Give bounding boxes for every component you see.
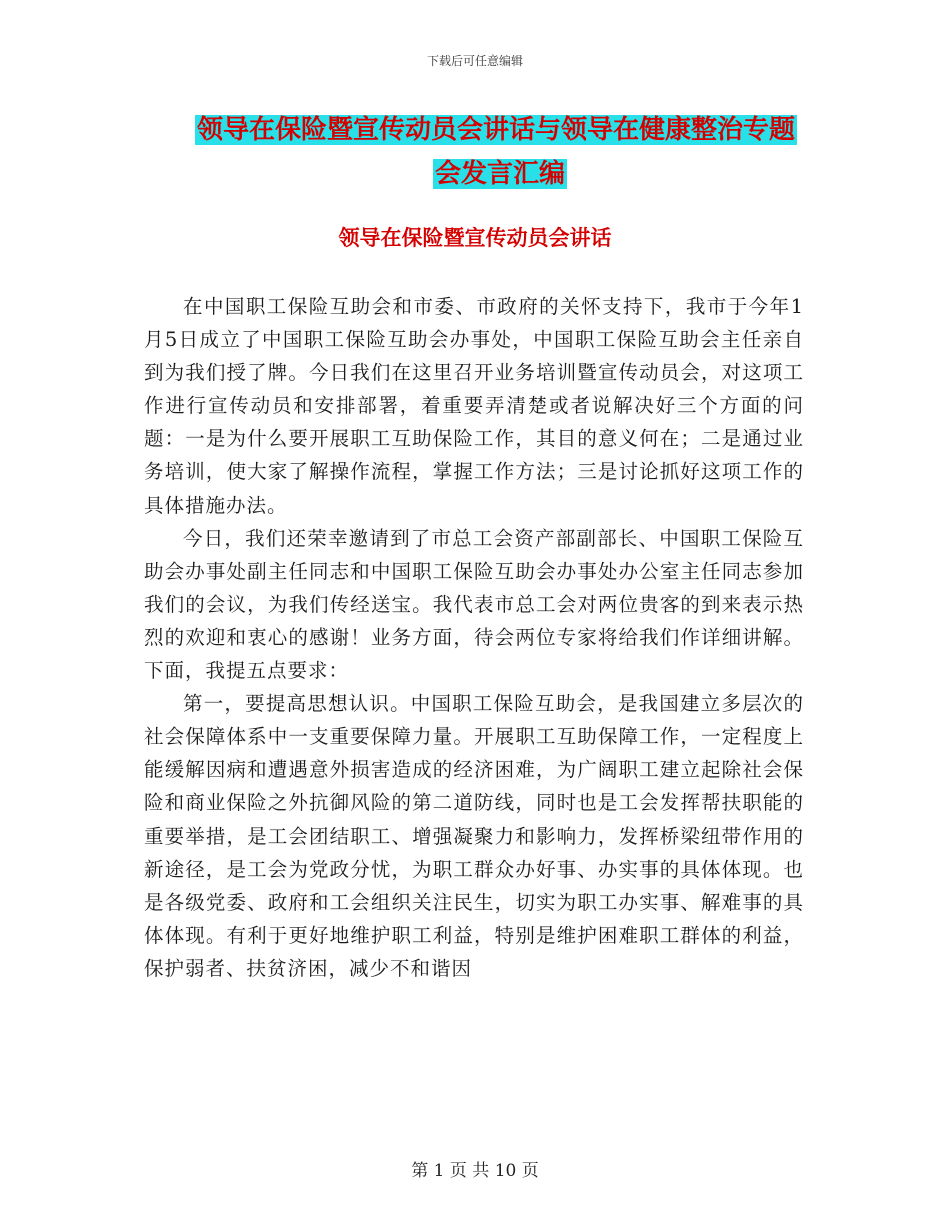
title-line2-text: 会发言汇编: [434, 159, 565, 189]
paragraph-2: 今日，我们还荣幸邀请到了市总工会资产部副部长、中国职工保险互助会办事处副主任同志和中国职工保险互助会办事处办公室主任同志参加我们的会议，为我们传经送宝。我代表市总工会对两位贵客的到来表示热烈的欢迎和衷心的感谢！业务方面，待会两位专家将给我们作详细讲解。下面，我提五点要求：: [144, 526, 804, 683]
page-footer: 第 1 页 共 10 页: [411, 1161, 539, 1181]
title-line1-text: 领导在保险暨宣传动员会讲话与领导在健康整治专题: [197, 115, 796, 145]
document-title: [195, 108, 805, 196]
paragraph-3: 第一，要提高思想认识。中国职工保险互助会，是我国建立多层次的社会保障体系中一支重要保障力量。开展职工互助保障工作，一定程度上能缓解因病和遭遇意外损害造成的经济困难，为广阔职工建立起除社会保险和商业保险之外抗御风险的第二道防线，同时也是工会发挥帮扶职能的重要举措，是工会团结职工、增强凝聚力和影响力，发挥桥梁纽带作用的新途径，是工会为党政分忧，为职工群众办好事、办实事的具体体现。也是各级党委、政府和工会组织关注民生，切实为职工办实事、解难事的具体体现。有利于更好地维护职工利益，特别是维护困难职工群体的利益，保护弱者、扶贫济困，减少不和谐因: [144, 692, 804, 980]
document-title-line2: [195, 152, 805, 196]
header-note: 下载后可任意编辑: [426, 54, 523, 68]
document-title-line1: [195, 108, 805, 152]
paragraph-1: 在中国职工保险互助会和市委、市政府的关怀支持下，我市于今年1月5日成立了中国职工保险互助会办事处，中国职工保险互助会主任亲自到为我们授了牌。今日我们在这里召开业务培训暨宣传动员会，对这项工作进行宣传动员和安排部署，着重要弄清楚或者说解决好三个方面的问题：一是为什么要开展职工互助保险工作，其目的意义何在；二是通过业务培训，使大家了解操作流程，掌握工作方法；三是讨论抓好这项工作的具体措施办法。: [144, 295, 804, 517]
section-title: 领导在保险暨宣传动员会讲话: [338, 226, 612, 250]
document-body: [144, 290, 804, 985]
